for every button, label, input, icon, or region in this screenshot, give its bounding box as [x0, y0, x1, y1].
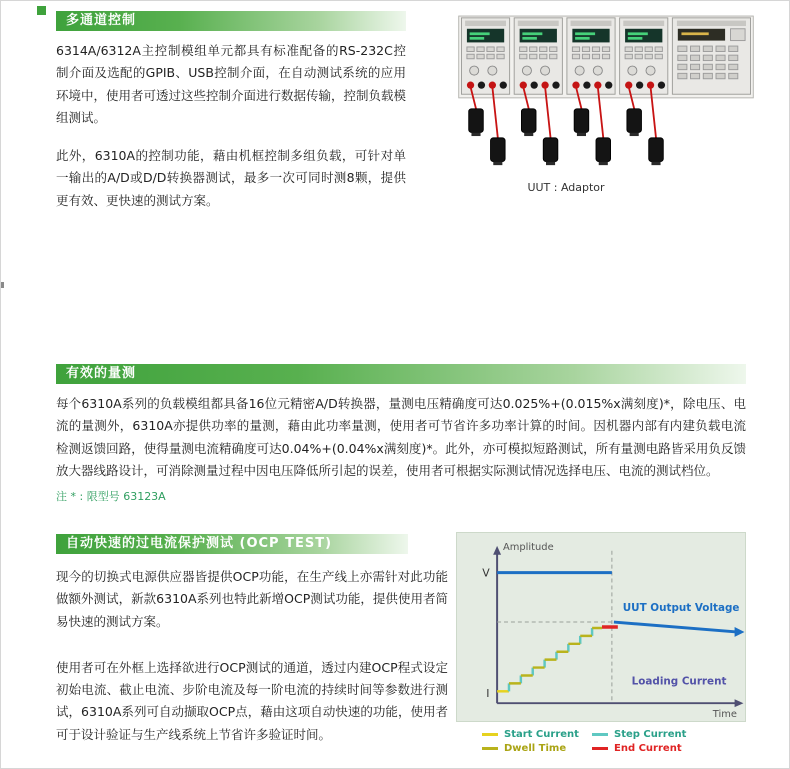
measurement-note: 注 * : 限型号 63123A: [56, 490, 166, 503]
end-current-swatch: [592, 747, 608, 750]
section-title-ocp: 自动快速的过电流保护测试 (OCP TEST): [56, 534, 408, 554]
corner-marker: [37, 6, 46, 15]
ocp-paragraph-1: 现今的切换式电源供应器皆提供OCP功能，在生产线上亦需针对此功能做额外测试，新款6310A系列也特此新增OCP测试功能，提供使用者简易快速的测试方案。: [56, 569, 448, 629]
legend-item-dwell-time: [482, 743, 592, 754]
legend-label: Dwell Time: [504, 743, 567, 754]
current-series-label: Loading Current: [631, 675, 727, 688]
legend-item-step-current: [592, 729, 702, 740]
voltage-series-label: UUT Output Voltage: [622, 602, 740, 615]
section-measurement: [56, 364, 746, 504]
ocp-chart: [456, 532, 748, 754]
i-tick-label: I: [486, 687, 490, 701]
load-mainframe-illustration: [456, 9, 756, 174]
y-axis-arrow: [493, 546, 501, 555]
x-axis-arrow: [735, 699, 744, 707]
legend-item-end-current: [592, 743, 702, 754]
measurement-paragraph: 每个6310A系列的负载模组都具备16位元精密A/D转换器，量测电压精确度可达0.025%+(0.015%x满刻度)*，除电压、电流的量测外，6310A亦提供功率的量测，藉由此功率量测，使用者可节省许多功率计算的时间。因机器内部有内建负载电流检测返馈回路，使得量测电流精确度可达0.04%+(0.04%x满刻度)*。此外，亦可模拟短路测试，所有量测电路皆采用负反馈放大器线路设计，可消除测量过程中因电压降低所引起的误差，使用者可根据实际测试情况选择电压、电流的测试档位。: [56, 396, 746, 478]
ocp-waveform-plot: [456, 532, 746, 722]
section-multichannel: [56, 11, 406, 212]
legend-label: Step Current: [614, 729, 687, 740]
step-current-swatch: [592, 733, 608, 736]
mainframe-controller: [672, 18, 750, 94]
amplitude-label: Amplitude: [503, 541, 554, 553]
multichannel-paragraph-2: 此外，6310A的控制功能，藉由机框控制多组负载，可针对单一输出的A/D或D/D转换器测试，最多一次可同时测8颗，提供更有效、更快速的测试方案。: [56, 148, 406, 208]
figure-caption: UUT : Adaptor: [527, 181, 605, 194]
v-tick-label: V: [482, 566, 490, 580]
ocp-paragraph-2: 使用者可在外框上选择欲进行OCP测试的通道，透过内建OCP程式设定初始电流、截止电流、步阶电流及每一阶电流的持续时间等参数进行测试，6310A系列可自动撷取OCP点，藉由这项自动快速的功能，使用者可于设计验证与生产线系统上节省许多验证时间。: [56, 659, 448, 742]
section-title-multichannel: 多通道控制: [56, 11, 406, 31]
chart-legend: [482, 729, 748, 754]
start-current-swatch: [482, 733, 498, 736]
multichannel-paragraph-1: 6314A/6312A主控制模组单元都具有标准配备的RS-232C控制介面及选配的GPIB、USB控制介面，在自动测试系统的应用环境中，使用者可透过这些控制介面进行数据传输，控制负载模组测试。: [56, 43, 407, 125]
equipment-figure: [456, 9, 761, 194]
edge-mark: [1, 282, 4, 288]
section-title-measurement: 有效的量测: [56, 364, 746, 384]
legend-item-start-current: [482, 729, 592, 740]
section-ocp: [56, 534, 448, 746]
legend-label: End Current: [614, 743, 682, 754]
voltage-arrow: [735, 627, 745, 637]
legend-label: Start Current: [504, 729, 579, 740]
time-axis-label: Time: [712, 709, 737, 721]
dwell-time-swatch: [482, 747, 498, 750]
